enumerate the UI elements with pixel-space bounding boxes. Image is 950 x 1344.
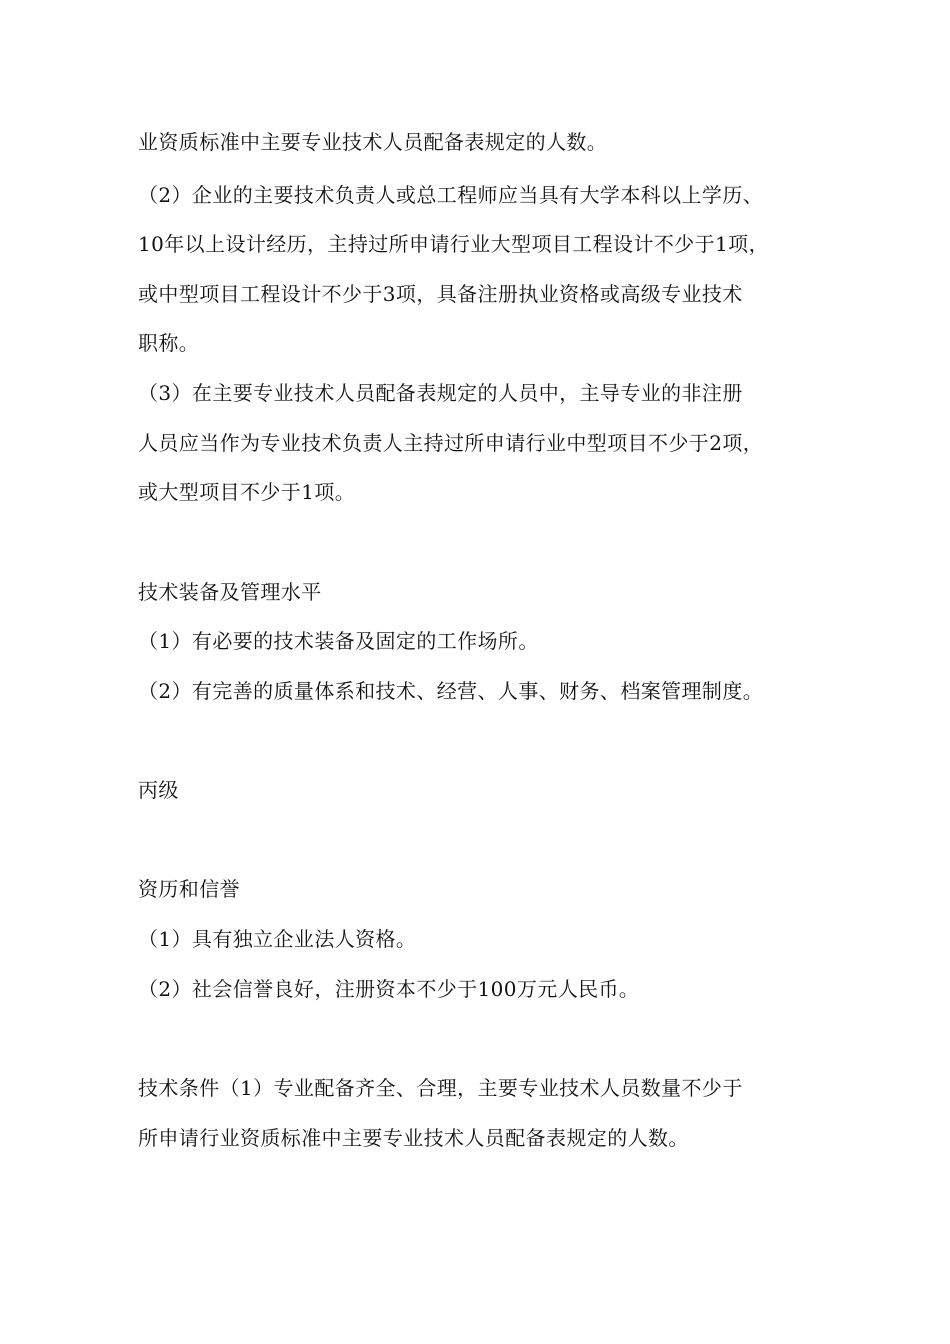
paragraph-line: 或中型项目工程设计不少于3项，具备注册执业资格或高级专业技术 xyxy=(138,282,743,306)
section-heading: 资历和信誉 xyxy=(138,877,240,901)
paragraph-line: （1）有必要的技术装备及固定的工作场所。 xyxy=(138,629,539,653)
paragraph-line: 职称。 xyxy=(138,331,200,355)
paragraph-line: 业资质标准中主要专业技术人员配备表规定的人数。 xyxy=(138,130,608,154)
paragraph-line: （1）具有独立企业法人资格。 xyxy=(138,927,417,951)
paragraph-line: （2）企业的主要技术负责人或总工程师应当具有大学本科以上学历、 xyxy=(138,183,764,207)
paragraph-line: 所申请行业资质标准中主要专业技术人员配备表规定的人数。 xyxy=(138,1126,689,1150)
paragraph-line: （3）在主要专业技术人员配备表规定的人员中，主导专业的非注册 xyxy=(138,381,743,405)
paragraph-line: 或大型项目不少于1项。 xyxy=(138,480,356,504)
paragraph-line: （2）有完善的质量体系和技术、经营、人事、财务、档案管理制度。 xyxy=(138,679,764,703)
grade-heading: 丙级 xyxy=(138,778,179,802)
paragraph-line: 技术条件（1）专业配备齐全、合理，主要专业技术人员数量不少于 xyxy=(138,1076,743,1100)
paragraph-line: 人员应当作为专业技术负责人主持过所申请行业中型项目不少于2项， xyxy=(138,431,764,455)
paragraph-line: （2）社会信誉良好，注册资本不少于100万元人民币。 xyxy=(138,977,640,1001)
paragraph-line: 10年以上设计经历，主持过所申请行业大型项目工程设计不少于1项， xyxy=(138,232,769,256)
section-heading: 技术装备及管理水平 xyxy=(138,580,322,604)
